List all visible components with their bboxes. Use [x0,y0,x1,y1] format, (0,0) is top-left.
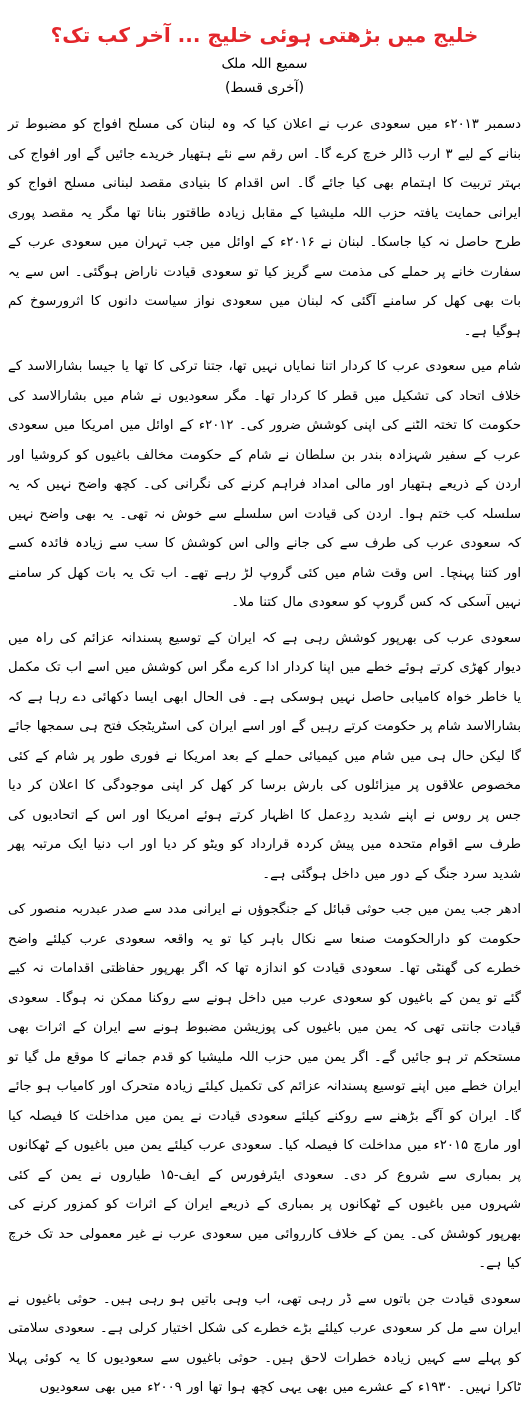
article-title: خلیج میں بڑھتی ہوئی خلیج ... آخر کب تک؟ [50,23,479,47]
paragraph-1: دسمبر ۲۰۱۳ء میں سعودی عرب نے اعلان کیا کہ وہ لبنان کی مسلح افواج کو مضبوط تر بنانے کے لیے ۳ ارب ڈالر خرچ کرے گا۔ اس رقم سے نئے ہتھیار خریدے جائیں گے اور افواج کی بہتر تربیت کا اہتمام بھی کیا جائے گا۔ اس اقدام کا بنیادی مقصد لبنانی مسلح افواج کو ایرانی حمایت یافتہ حزب اللہ ملیشیا کے مقابل زیادہ طاقتور بنانا تھا مگر یہ مقصد پوری طرح حاصل نہ کیا جاسکا۔ لبنان نے ۲۰۱۶ء کے اوائل میں جب تہران میں سعودی عرب کے سفارت خانے پر حملے کی مذمت سے گریز کیا تو سعودی قیادت ناراض ہوگئی۔ اس سے یہ بات بھی کھل کر سامنے آگئی کہ لبنان میں سعودی نواز سیاست دانوں کا اثرورسوخ کم ہوگیا ہے۔ [8,117,521,339]
paragraph-5: سعودی قیادت جن باتوں سے ڈر رہی تھی، اب وہی باتیں ہو رہی ہیں۔ حوثی باغیوں نے ایران سے مل کر سعودی عرب کیلئے بڑے خطرے کی شکل اختیار کرلی ہے۔ سعودی سلامتی کو پہلے سے کہیں زیادہ خطرات لاحق ہیں۔ حوثی باغیوں سے سعودیوں کا یہ کوئی پہلا ٹاکرا نہیں۔ ۱۹۳۰ء کے عشرے میں بھی یہی کچھ ہوا تھا اور ۲۰۰۹ء میں بھی سعودیوں [8,1291,521,1395]
installment-label: (آخری قسط) [224,80,305,96]
article-body [8,110,521,1403]
paragraph-4: ادھر جب یمن میں جب حوثی قبائل کے جنگجوؤں نے ایرانی مدد سے صدر عبدربہ منصور کی حکومت کو دارالحکومت صنعا سے نکال باہر کیا تو یہ واقعہ سعودی عرب کیلئے واضح خطرے کی گھنٹی تھا۔ سعودی قیادت کو اندازہ تھا کہ اگر بھرپور حفاظتی اقدامات نہ کیے گئے تو یمن کے باغیوں کو سعودی عرب میں داخل ہونے سے روکنا ممکن نہ ہوگا۔ سعودی قیادت جانتی تھی کہ یمن میں باغیوں کی پوزیشن مضبوط ہونے سے ایران کے اثرات بھی مستحکم تر ہو جائیں گے۔ اگر یمن میں حزب اللہ ملیشیا کو قدم جمانے کا موقع مل گیا تو ایران خطے میں اپنے توسیع پسندانہ عزائم کی تکمیل کیلئے زیادہ متحرک اور کامیاب ہو جائے گا۔ ایران کو آگے بڑھنے سے روکنے کیلئے سعودی قیادت نے یمن میں مداخلت کا فیصلہ کیا اور مارچ ۲۰۱۵ء میں مداخلت کا فیصلہ کیا۔ سعودی عرب کیلئے یمن میں باغیوں کے ٹھکانوں پر بمباری سے شروع کر دی۔ سعودی ایئرفورس کے ایف-۱۵ طیاروں نے یمن کے کئی شہروں میں باغیوں کے ٹھکانوں پر بمباری کے ذریعے ایران کے اثرات کو کمزور کرنے کی بھرپور کوشش کی۔ یمن کے خلاف کارروائی میں سعودی عرب نے غیر معمولی حد تک خرچ کیا ہے۔ [8,902,522,1271]
paragraph-3: سعودی عرب کی بھرپور کوشش رہی ہے کہ ایران کے توسیع پسندانہ عزائم کی راہ میں دیوار کھڑی کرتے ہوئے خطے میں اپنا کردار ادا کرے مگر اس کوشش میں اسے اب تک مکمل یا خاطر خواہ کامیابی حاصل نہیں ہوسکی ہے۔ فی الحال ابھی ایسا دکھائی دے رہا ہے کہ بشارالاسد شام پر حکومت کرتے رہیں گے اور اسے ایران کی اسٹریٹجک فتح ہی سمجھا جائے گا لیکن حال ہی میں شام میں کیمیائی حملے کے بعد امریکا نے فوری طور پر شام کے کئی مخصوص علاقوں پر میزائلوں کی بارش برسا کر کھل کر اپنی موجودگی کا اعلان کر دیا جس پر روس نے اپنے شدید ردِعمل کا اظہار کرتے ہوئے امریکا اور اس کے اتحادیوں کی طرف سے اقوام متحدہ میں پیش کردہ قرارداد کو ویٹو کر دیا اور اب دنیا ایک مرتبہ پھر شدید سرد جنگ کے دور میں داخل ہوگئی ہے۔ [8,630,521,882]
author-name: سمیع اللہ ملک [221,56,308,72]
paragraph-2: شام میں سعودی عرب کا کردار اتنا نمایاں نہیں تھا، جتنا ترکی کا تھا یا جیسا بشارالاسد کے خلاف اتحاد کی تشکیل میں قطر کا کردار تھا۔ مگر سعودیوں نے شام میں بشارالاسد کی حکومت کا تختہ الٹنے کی اپنی کوشش ضرور کی۔ ۲۰۱۲ء کے اوائل میں امریکا میں سعودی عرب کے سفیر شہزادہ بندر بن سلطان نے شام کے حکومت مخالف باغیوں کو کروشیا اور اردن کے ذریعے ہتھیار اور مالی امداد فراہم کرنے کی نگرانی کی۔ کچھ واضح نہیں کہ یہ سلسلہ کب ختم ہوا۔ اردن کی قیادت اس سلسلے سے خوش نہ تھی۔ یہ بھی واضح نہیں کہ سعودی عرب کی طرف سے کی جانے والی اس کوشش کا سب سے زیادہ فائدہ کسے اور کتنا پہنچا۔ اس وقت شام میں کئی گروپ لڑ رہے تھے۔ اب تک یہ بات کھل کر سامنے نہیں آسکی کہ کس گروپ کو سعودی مال کتنا ملا۔ [8,359,521,610]
